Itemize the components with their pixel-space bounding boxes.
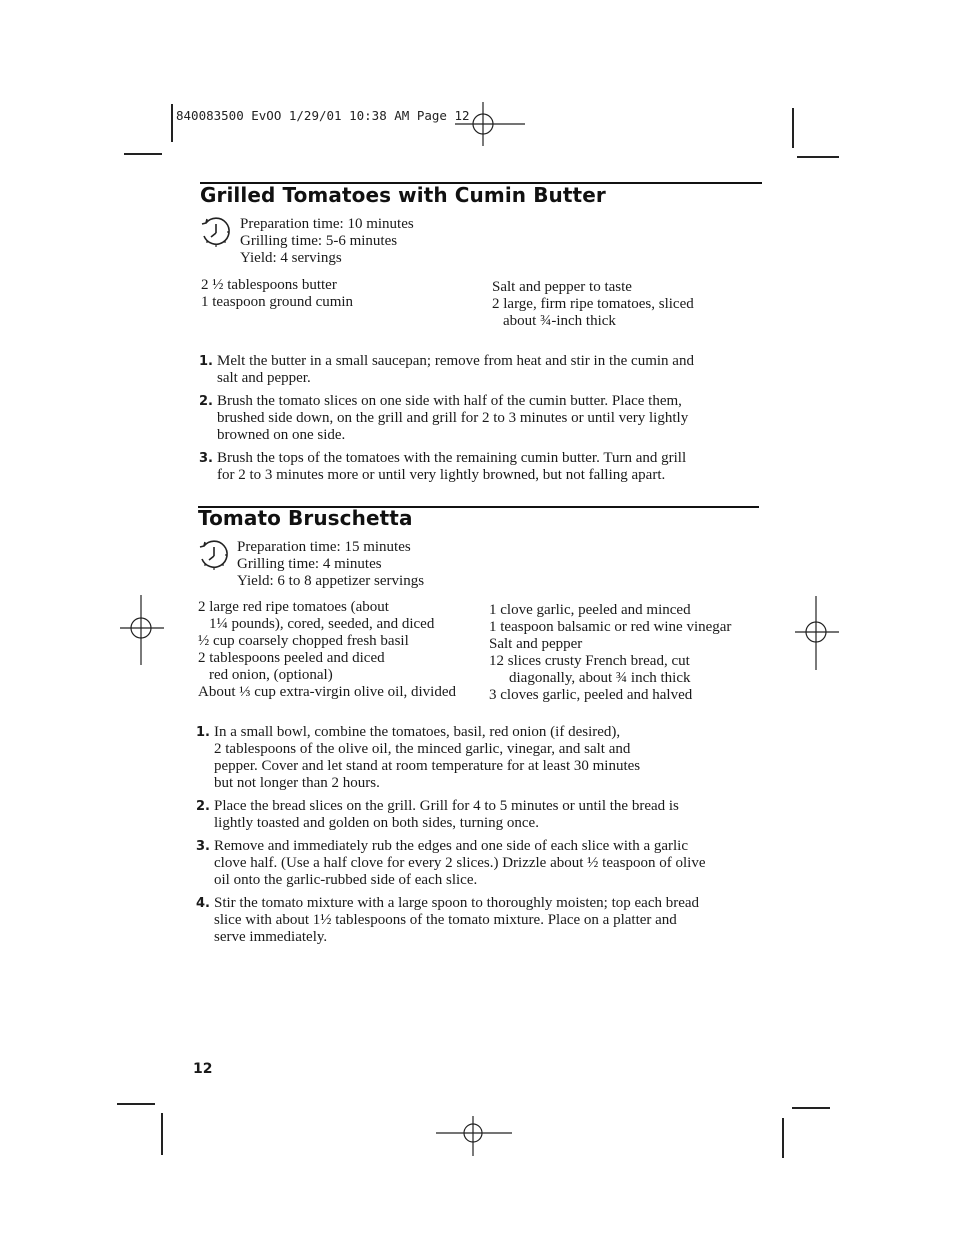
registration-mark-left [120, 595, 164, 665]
ingredients-right [489, 602, 731, 704]
crop-mark-top-right-vertical [792, 108, 794, 148]
ingredient: 2 large, firm ripe tomatoes, sliced [492, 296, 694, 312]
prep-time: Preparation time: 15 minutes [237, 539, 411, 555]
ingredient: 2 large red ripe tomatoes (about [198, 599, 389, 615]
step-number: 3. [199, 451, 213, 466]
step [199, 353, 694, 387]
clock-icon [197, 538, 231, 572]
recipe-title: Grilled Tomatoes with Cumin Butter [200, 183, 606, 207]
crop-mark-bottom-left-horizontal [117, 1103, 155, 1105]
step-line: In a small bowl, combine the tomatoes, basil, red onion (if desired), [214, 724, 621, 740]
step-line: Stir the tomato mixture with a large spoon to thoroughly moisten; top each bread [214, 895, 700, 911]
ingredient: 12 slices crusty French bread, cut [489, 653, 690, 669]
step [199, 393, 694, 444]
grill-time: Grilling time: 5-6 minutes [240, 233, 398, 249]
crop-mark-top-left-vertical [171, 104, 173, 142]
step-number: 2. [196, 799, 210, 814]
crop-mark-bottom-left-vertical [161, 1113, 163, 1155]
ingredients-right [492, 279, 694, 330]
step-number: 3. [196, 839, 210, 854]
step-line: slice with about 1½ tablespoons of the tomato mixture. Place on a platter and [214, 912, 677, 928]
step-line: pepper. Cover and let stand at room temperature for at least 30 minutes [214, 758, 641, 774]
recipe-steps [196, 724, 705, 952]
step-number: 4. [196, 896, 210, 911]
ingredients-left [201, 277, 353, 311]
step-number: 1. [196, 725, 210, 740]
prep-time: Preparation time: 10 minutes [240, 216, 414, 232]
yield: Yield: 6 to 8 appetizer servings [237, 573, 425, 589]
ingredient-continued: 1¼ pounds), cored, seeded, and diced [209, 616, 435, 632]
grill-time: Grilling time: 4 minutes [237, 556, 382, 572]
step-line: lightly toasted and golden on both sides, turning once. [214, 815, 539, 831]
step-line: browned on one side. [217, 427, 346, 443]
ingredient-continued: red onion, (optional) [209, 667, 333, 683]
step-line: Remove and immediately rub the edges and one side of each slice with a garlic [214, 838, 689, 854]
crop-mark-bottom-right-horizontal [792, 1107, 830, 1109]
recipe-times [240, 216, 414, 267]
registration-mark-bottom [436, 1116, 512, 1156]
step-line: Place the bread slices on the grill. Grill for 4 to 5 minutes or until the bread is [214, 798, 679, 814]
ingredient: 1 teaspoon balsamic or red wine vinegar [489, 619, 732, 635]
step-line: 2 tablespoons of the olive oil, the minced garlic, vinegar, and salt and [214, 741, 631, 757]
ingredient-continued: about ¾-inch thick [503, 313, 616, 329]
step-line: Melt the butter in a small saucepan; remove from heat and stir in the cumin and [217, 353, 694, 369]
ingredient: Salt and pepper [489, 636, 583, 652]
step-line: brushed side down, on the grill and grill for 2 to 3 minutes or until very lightly [217, 410, 689, 426]
ingredient: 1 clove garlic, peeled and minced [489, 602, 691, 618]
print-slug: 840083500 EvOO 1/29/01 10:38 AM Page 12 [176, 108, 470, 123]
crop-mark-bottom-right-vertical [782, 1118, 784, 1158]
step [196, 895, 705, 946]
step-line: for 2 to 3 minutes more or until very lightly browned, but not falling apart. [217, 467, 666, 483]
step-line: but not longer than 2 hours. [214, 775, 380, 791]
ingredient: 3 cloves garlic, peeled and halved [489, 687, 693, 703]
step-line: serve immediately. [214, 929, 328, 945]
step [199, 450, 694, 484]
ingredient: About ⅓ cup extra-virgin olive oil, divided [198, 684, 457, 700]
registration-mark-right [795, 596, 839, 670]
page-number: 12 [193, 1061, 213, 1077]
step [196, 838, 705, 889]
step [196, 798, 705, 832]
step-number: 2. [199, 394, 213, 409]
step-line: salt and pepper. [217, 370, 311, 386]
step [196, 724, 705, 792]
crop-mark-top-left-horizontal [124, 153, 162, 155]
step-line: clove half. (Use a half clove for every 2 slices.) Drizzle about ½ teaspoon of olive [214, 855, 706, 871]
ingredient: 1 teaspoon ground cumin [201, 294, 354, 310]
clock-icon [199, 215, 233, 249]
step-line: oil onto the garlic-rubbed side of each slice. [214, 872, 478, 888]
step-number: 1. [199, 354, 213, 369]
ingredient: Salt and pepper to taste [492, 279, 632, 295]
step-line: Brush the tops of the tomatoes with the remaining cumin butter. Turn and grill [217, 450, 687, 466]
ingredient: 2 tablespoons peeled and diced [198, 650, 385, 666]
recipe-title: Tomato Bruschetta [198, 506, 413, 530]
crop-mark-top-right-horizontal [797, 156, 839, 158]
yield: Yield: 4 servings [240, 250, 342, 266]
ingredient: ½ cup coarsely chopped fresh basil [198, 633, 409, 649]
ingredient-continued: diagonally, about ¾ inch thick [509, 670, 691, 686]
ingredients-left [198, 599, 456, 701]
recipe-steps [199, 353, 694, 490]
recipe-times [237, 539, 424, 590]
step-line: Brush the tomato slices on one side with half of the cumin butter. Place them, [217, 393, 682, 409]
ingredient: 2 ½ tablespoons butter [201, 277, 337, 293]
